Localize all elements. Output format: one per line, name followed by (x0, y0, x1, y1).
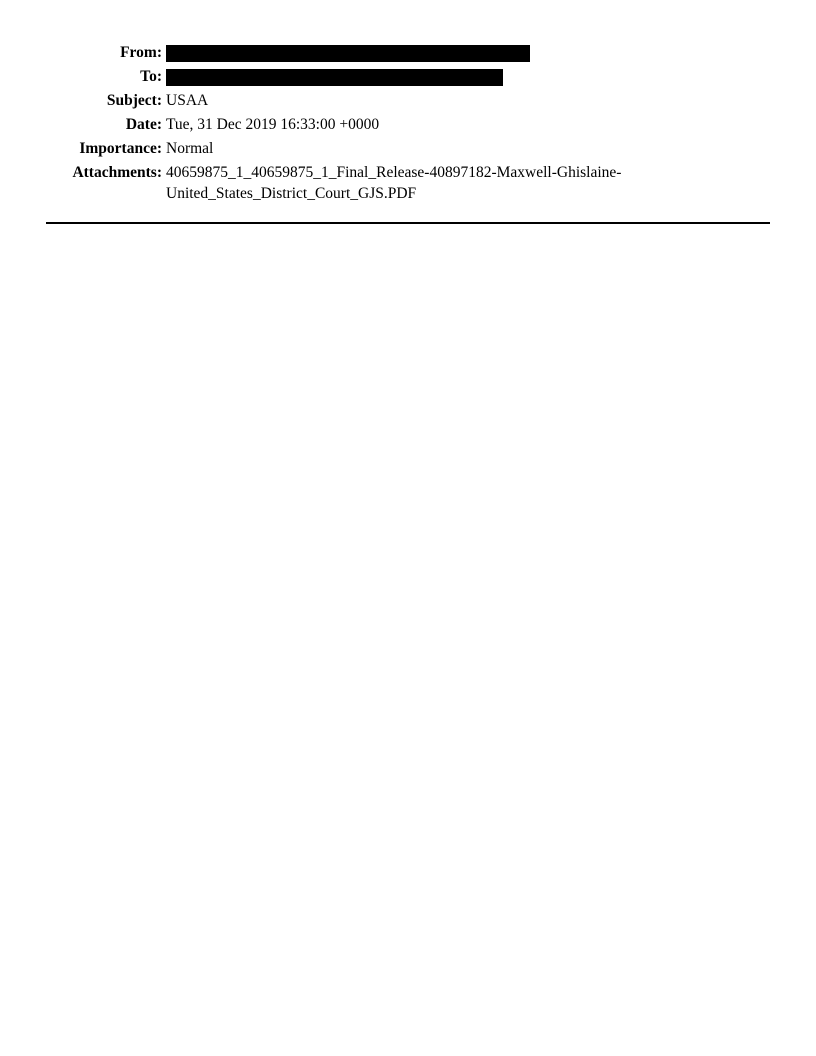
email-body (46, 236, 770, 1016)
field-value-from (162, 42, 770, 63)
header-row-subject (46, 90, 770, 111)
field-label-subject: Subject: (106, 92, 162, 109)
attachment-file-name[interactable]: 40659875_1_40659875_1_Final_Release-40897182-Maxwell-Ghislaine-United_States_District_Court_GJS.PDF (166, 164, 622, 202)
field-value-date: Tue, 31 Dec 2019 16:33:00 +0000 (166, 116, 380, 133)
redaction-bar-to (166, 69, 503, 86)
header-divider-rule (46, 222, 770, 224)
header-row-attachments (46, 162, 770, 204)
field-label-to: To: (140, 68, 162, 85)
header-row-to (46, 66, 770, 87)
field-label-importance: Importance: (79, 140, 162, 157)
field-value-to (162, 66, 770, 87)
redaction-bar-from (166, 45, 530, 62)
header-row-date (46, 114, 770, 135)
header-row-importance (46, 138, 770, 159)
field-label-attachments: Attachments: (72, 164, 162, 181)
field-value-importance: Normal (166, 140, 214, 157)
field-value-subject: USAA (166, 92, 209, 109)
field-label-from: From: (120, 44, 162, 61)
email-header-block (46, 42, 770, 207)
header-row-from (46, 42, 770, 63)
field-label-date: Date: (125, 116, 162, 133)
